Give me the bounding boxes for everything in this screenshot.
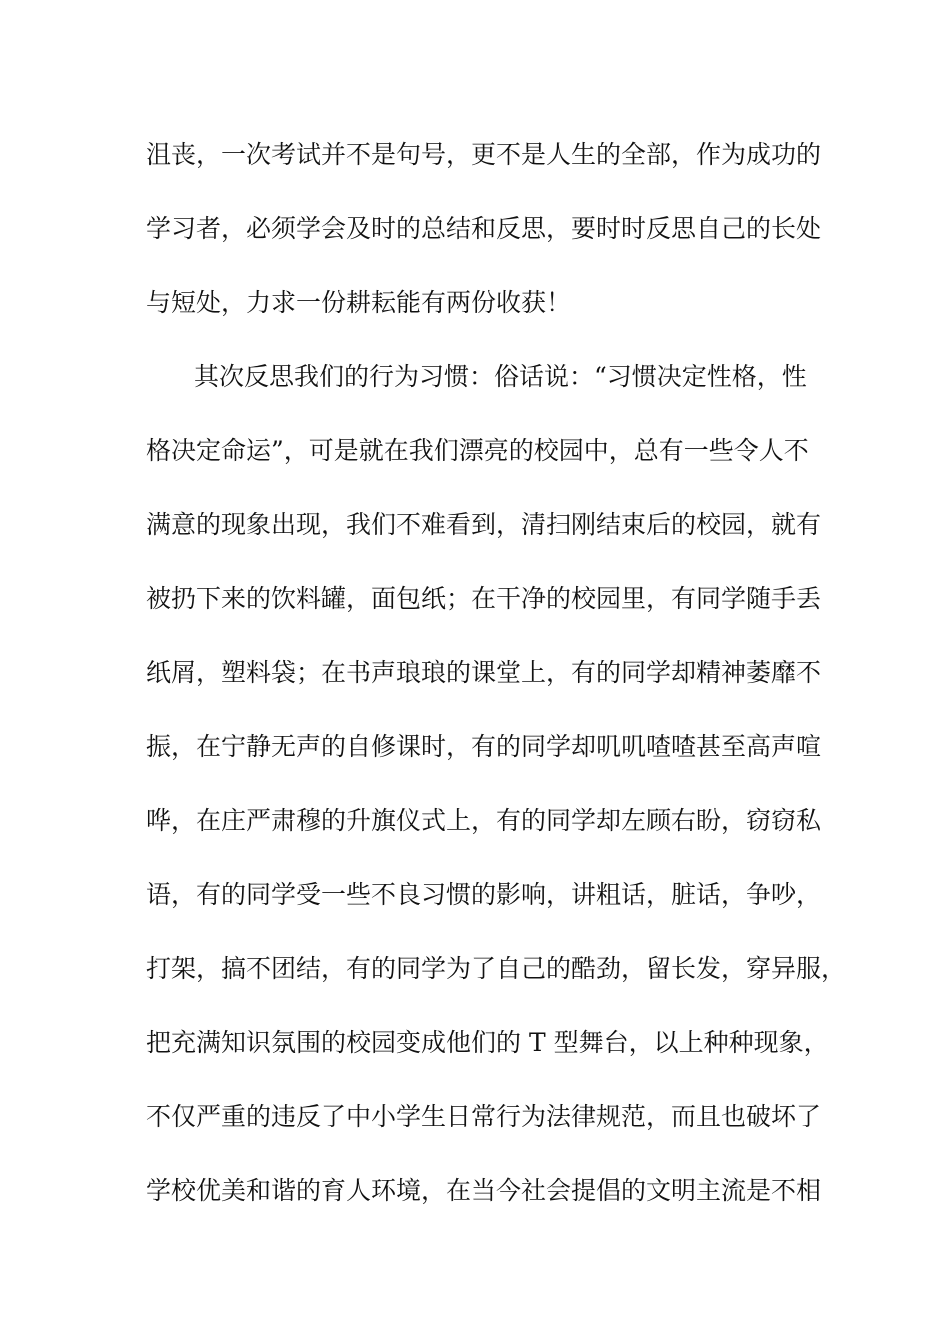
text-line: 振，在宁静无声的自修课时，有的同学却叽叽喳喳甚至高声喧 — [146, 732, 822, 761]
text-line: 格决定命运”，可是就在我们漂亮的校园中，总有一些令人不 — [146, 436, 809, 465]
text-line: 纸屑，塑料袋；在书声琅琅的课堂上，有的同学却精神萎靡不 — [146, 658, 822, 687]
text-line: 满意的现象出现，我们不难看到，清扫刚结束后的校园，就有 — [146, 510, 822, 539]
text-line: 学校优美和谐的育人环境，在当今社会提倡的文明主流是不相 — [146, 1176, 822, 1205]
text-line: 被扔下来的饮料罐，面包纸；在干净的校园里，有同学随手丢 — [146, 584, 822, 613]
text-line: 打架，搞不团结，有的同学为了自己的酷劲，留长发，穿异服， — [146, 954, 847, 983]
text-line: 语，有的同学受一些不良习惯的影响，讲粗话，脏话，争吵， — [146, 880, 822, 909]
text-line: 哗，在庄严肃穆的升旗仪式上，有的同学却左顾右盼，窃窃私 — [146, 806, 822, 835]
paragraph-first-line: 其次反思我们的行为习惯：俗话说：“习惯决定性格，性 — [194, 362, 807, 391]
text-line: 不仅严重的违反了中小学生日常行为法律规范，而且也破坏了 — [146, 1102, 822, 1131]
text-line: 学习者，必须学会及时的总结和反思，要时时反思自己的长处 — [146, 214, 822, 243]
text-line: 沮丧，一次考试并不是句号，更不是人生的全部，作为成功的 — [146, 140, 822, 169]
text-line: 与短处，力求一份耕耘能有两份收获！ — [146, 288, 572, 317]
text-line: 把充满知识氛围的校园变成他们的 T 型舞台，以上种种现象， — [146, 1028, 829, 1057]
